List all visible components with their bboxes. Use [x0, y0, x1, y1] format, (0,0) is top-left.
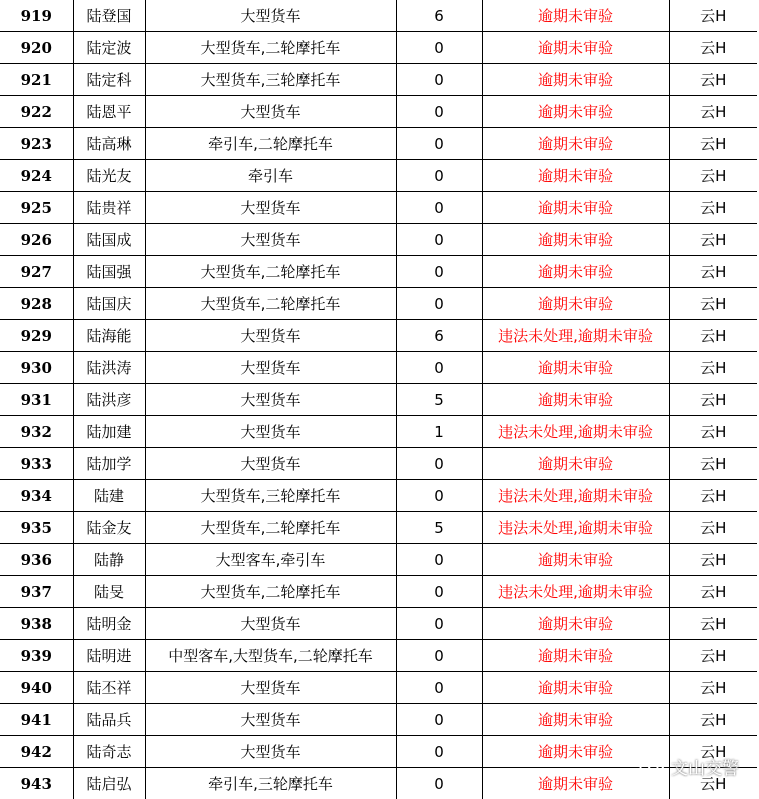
cell-region: 云H: [669, 448, 757, 480]
cell-status: 逾期未审验: [482, 608, 669, 640]
cell-region: 云H: [669, 128, 757, 160]
table-row: [0, 512, 757, 544]
cell-region: 云H: [669, 224, 757, 256]
cell-name: 陆国庆: [73, 288, 145, 320]
cell-count: 0: [396, 768, 482, 799]
table-row: [0, 736, 757, 768]
cell-name: 陆丕祥: [73, 672, 145, 704]
cell-status: 逾期未审验: [482, 288, 669, 320]
cell-name: 陆贵祥: [73, 192, 145, 224]
cell-vehicle-type: 大型货车: [145, 672, 396, 704]
cell-count: 1: [396, 416, 482, 448]
cell-status: 逾期未审验: [482, 128, 669, 160]
cell-vehicle-type: 大型客车,牵引车: [145, 544, 396, 576]
cell-number: 920: [0, 32, 73, 64]
cell-region: 云H: [669, 512, 757, 544]
cell-region: 云H: [669, 64, 757, 96]
cell-name: 陆国成: [73, 224, 145, 256]
cell-name: 陆登国: [73, 0, 145, 32]
cell-region: 云H: [669, 256, 757, 288]
cell-vehicle-type: 大型货车,二轮摩托车: [145, 576, 396, 608]
cell-count: 0: [396, 672, 482, 704]
table-row: [0, 0, 757, 32]
table-row: [0, 768, 757, 799]
cell-vehicle-type: 大型货车,二轮摩托车: [145, 32, 396, 64]
cell-count: 0: [396, 544, 482, 576]
cell-number: 929: [0, 320, 73, 352]
cell-name: 陆洪涛: [73, 352, 145, 384]
cell-count: 0: [396, 704, 482, 736]
cell-count: 5: [396, 384, 482, 416]
cell-status: 逾期未审验: [482, 704, 669, 736]
cell-vehicle-type: 大型货车: [145, 384, 396, 416]
cell-number: 940: [0, 672, 73, 704]
cell-region: 云H: [669, 320, 757, 352]
cell-region: 云H: [669, 192, 757, 224]
cell-count: 0: [396, 352, 482, 384]
cell-number: 930: [0, 352, 73, 384]
cell-status: 逾期未审验: [482, 160, 669, 192]
cell-name: 陆明金: [73, 608, 145, 640]
cell-count: 5: [396, 512, 482, 544]
cell-region: 云H: [669, 384, 757, 416]
cell-name: 陆旻: [73, 576, 145, 608]
table-row: [0, 608, 757, 640]
table-row: [0, 416, 757, 448]
table-row: [0, 192, 757, 224]
cell-status: 逾期未审验: [482, 640, 669, 672]
cell-region: 云H: [669, 576, 757, 608]
cell-number: 923: [0, 128, 73, 160]
cell-vehicle-type: 大型货车,二轮摩托车: [145, 256, 396, 288]
cell-name: 陆定科: [73, 64, 145, 96]
cell-count: 0: [396, 480, 482, 512]
cell-region: 云H: [669, 160, 757, 192]
cell-number: 942: [0, 736, 73, 768]
cell-region: 云H: [669, 32, 757, 64]
cell-number: 928: [0, 288, 73, 320]
cell-region: 云H: [669, 672, 757, 704]
table-row: [0, 448, 757, 480]
cell-count: 0: [396, 448, 482, 480]
cell-count: 0: [396, 64, 482, 96]
cell-status: 逾期未审验: [482, 352, 669, 384]
cell-count: 0: [396, 96, 482, 128]
cell-number: 933: [0, 448, 73, 480]
cell-vehicle-type: 中型客车,大型货车,二轮摩托车: [145, 640, 396, 672]
cell-status: 逾期未审验: [482, 768, 669, 799]
cell-name: 陆品兵: [73, 704, 145, 736]
cell-count: 0: [396, 288, 482, 320]
cell-vehicle-type: 大型货车: [145, 736, 396, 768]
table-row: [0, 704, 757, 736]
cell-number: 926: [0, 224, 73, 256]
cell-region: 云H: [669, 640, 757, 672]
cell-name: 陆高琳: [73, 128, 145, 160]
cell-number: 922: [0, 96, 73, 128]
cell-number: 919: [0, 0, 73, 32]
table-row: [0, 32, 757, 64]
cell-vehicle-type: 大型货车: [145, 448, 396, 480]
cell-vehicle-type: 大型货车,三轮摩托车: [145, 480, 396, 512]
cell-status: 逾期未审验: [482, 672, 669, 704]
cell-number: 941: [0, 704, 73, 736]
cell-name: 陆国强: [73, 256, 145, 288]
cell-status: 违法未处理,逾期未审验: [482, 416, 669, 448]
cell-region: 云H: [669, 608, 757, 640]
cell-region: 云H: [669, 768, 757, 799]
cell-name: 陆海能: [73, 320, 145, 352]
cell-status: 逾期未审验: [482, 448, 669, 480]
table-row: [0, 64, 757, 96]
cell-status: 逾期未审验: [482, 256, 669, 288]
cell-status: 违法未处理,逾期未审验: [482, 576, 669, 608]
cell-status: 逾期未审验: [482, 192, 669, 224]
table-row: [0, 384, 757, 416]
cell-count: 0: [396, 192, 482, 224]
cell-name: 陆明进: [73, 640, 145, 672]
cell-status: 逾期未审验: [482, 32, 669, 64]
cell-number: 936: [0, 544, 73, 576]
cell-vehicle-type: 大型货车: [145, 0, 396, 32]
table-row: [0, 480, 757, 512]
cell-vehicle-type: 大型货车: [145, 608, 396, 640]
table-row: [0, 544, 757, 576]
cell-vehicle-type: 大型货车: [145, 192, 396, 224]
cell-name: 陆启弘: [73, 768, 145, 799]
table-row: [0, 672, 757, 704]
cell-name: 陆恩平: [73, 96, 145, 128]
cell-status: 逾期未审验: [482, 224, 669, 256]
cell-region: 云H: [669, 704, 757, 736]
cell-name: 陆金友: [73, 512, 145, 544]
cell-count: 6: [396, 0, 482, 32]
cell-count: 0: [396, 160, 482, 192]
cell-number: 927: [0, 256, 73, 288]
cell-vehicle-type: 大型货车: [145, 96, 396, 128]
cell-vehicle-type: 大型货车: [145, 416, 396, 448]
cell-region: 云H: [669, 544, 757, 576]
cell-name: 陆静: [73, 544, 145, 576]
cell-status: 逾期未审验: [482, 0, 669, 32]
cell-count: 0: [396, 608, 482, 640]
cell-vehicle-type: 牵引车: [145, 160, 396, 192]
table-row: [0, 576, 757, 608]
cell-name: 陆光友: [73, 160, 145, 192]
cell-vehicle-type: 大型货车: [145, 224, 396, 256]
cell-region: 云H: [669, 736, 757, 768]
table-row: [0, 256, 757, 288]
cell-status: 逾期未审验: [482, 544, 669, 576]
table-row: [0, 160, 757, 192]
table-row: [0, 640, 757, 672]
cell-vehicle-type: 大型货车: [145, 704, 396, 736]
cell-name: 陆定波: [73, 32, 145, 64]
cell-region: 云H: [669, 288, 757, 320]
cell-region: 云H: [669, 416, 757, 448]
table-row: [0, 224, 757, 256]
cell-number: 931: [0, 384, 73, 416]
cell-vehicle-type: 牵引车,三轮摩托车: [145, 768, 396, 799]
cell-name: 陆洪彦: [73, 384, 145, 416]
cell-count: 0: [396, 32, 482, 64]
cell-count: 0: [396, 736, 482, 768]
cell-number: 943: [0, 768, 73, 799]
cell-number: 935: [0, 512, 73, 544]
cell-status: 违法未处理,逾期未审验: [482, 480, 669, 512]
cell-count: 0: [396, 128, 482, 160]
cell-vehicle-type: 大型货车: [145, 352, 396, 384]
cell-count: 0: [396, 640, 482, 672]
cell-number: 939: [0, 640, 73, 672]
cell-name: 陆奇志: [73, 736, 145, 768]
cell-region: 云H: [669, 0, 757, 32]
cell-number: 932: [0, 416, 73, 448]
cell-status: 违法未处理,逾期未审验: [482, 320, 669, 352]
cell-vehicle-type: 大型货车: [145, 320, 396, 352]
cell-name: 陆建: [73, 480, 145, 512]
cell-number: 938: [0, 608, 73, 640]
cell-count: 0: [396, 576, 482, 608]
cell-count: 6: [396, 320, 482, 352]
table-row: [0, 96, 757, 128]
cell-number: 924: [0, 160, 73, 192]
cell-status: 逾期未审验: [482, 736, 669, 768]
table-row: [0, 320, 757, 352]
cell-vehicle-type: 大型货车,二轮摩托车: [145, 512, 396, 544]
cell-number: 934: [0, 480, 73, 512]
watermark-text: 文山交警: [671, 759, 739, 779]
cell-region: 云H: [669, 480, 757, 512]
cell-vehicle-type: 大型货车,三轮摩托车: [145, 64, 396, 96]
table-row: [0, 128, 757, 160]
cell-number: 937: [0, 576, 73, 608]
cell-region: 云H: [669, 96, 757, 128]
table-row: [0, 288, 757, 320]
cell-region: 云H: [669, 352, 757, 384]
cell-number: 921: [0, 64, 73, 96]
cell-status: 逾期未审验: [482, 96, 669, 128]
cell-status: 违法未处理,逾期未审验: [482, 512, 669, 544]
cell-count: 0: [396, 224, 482, 256]
cell-name: 陆加学: [73, 448, 145, 480]
table-row: [0, 352, 757, 384]
cell-count: 0: [396, 256, 482, 288]
cell-status: 逾期未审验: [482, 384, 669, 416]
cell-number: 925: [0, 192, 73, 224]
cell-vehicle-type: 牵引车,二轮摩托车: [145, 128, 396, 160]
cell-name: 陆加建: [73, 416, 145, 448]
cell-vehicle-type: 大型货车,二轮摩托车: [145, 288, 396, 320]
cell-status: 逾期未审验: [482, 64, 669, 96]
